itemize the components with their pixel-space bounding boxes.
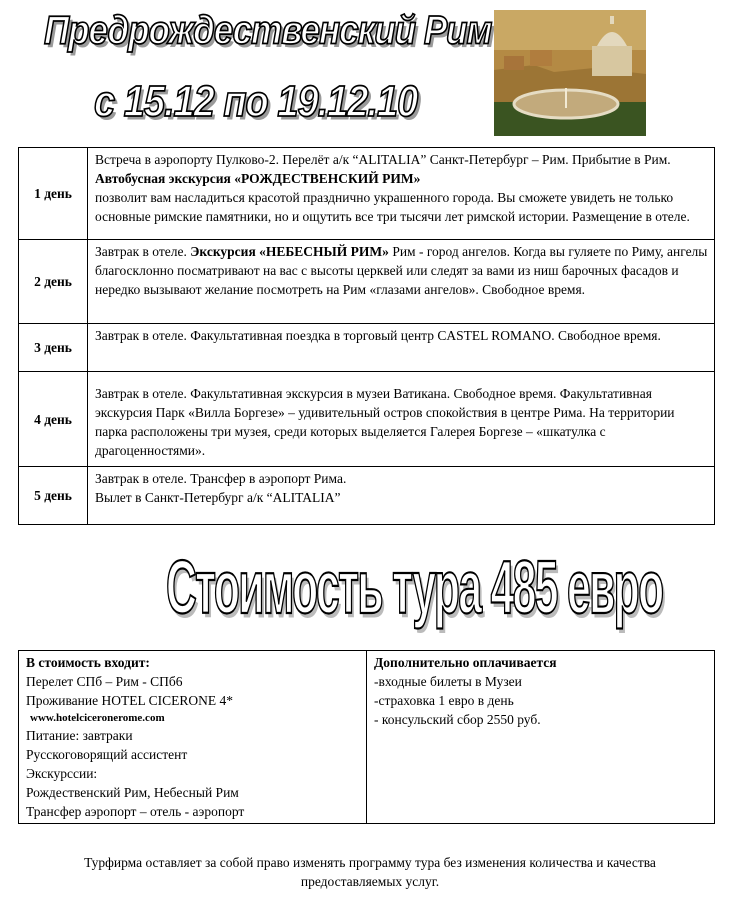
- footer-note: Турфирма оставляет за собой право изменять программу тура без изменения количества и качества предоставляемых услуг.: [84, 855, 656, 889]
- day-description: [88, 467, 715, 525]
- day-description: [88, 148, 715, 240]
- description-text: Завтрак в отеле. Факультативная экскурсия в музеи Ватикана. Свободное время. Факультативная экскурсия Парк «Вилла Боргезе» – удивительный остров спокойствия в центре Рима. На территории парка расположены три музея, среди которых выделяется Галерея Боргезе – «шкатулка с драгоценностями».: [95, 386, 675, 458]
- table-row: [19, 240, 715, 324]
- included-item: Трансфер аэропорт – отель - аэропорт: [26, 804, 245, 819]
- table-row: [19, 148, 715, 240]
- included-item: Рождественский Рим, Небесный Рим: [26, 785, 239, 800]
- day-description: [88, 240, 715, 324]
- table-row: [19, 372, 715, 467]
- description-text: Встреча в аэропорту Пулково-2. Перелёт а/к “ALITALIA” Санкт-Петербург – Рим. Прибытие в Рим.: [95, 152, 671, 167]
- day-description: [88, 372, 715, 467]
- day-label: 1 день: [19, 148, 88, 240]
- description-text: Вылет в Санкт-Петербург а/к “ALITALIA”: [95, 490, 341, 505]
- included-column: [19, 651, 367, 824]
- included-item: Перелет СПб – Рим - СПб6: [26, 674, 183, 689]
- extra-item: - консульский сбор 2550 руб.: [374, 712, 541, 727]
- extra-column: [367, 651, 715, 824]
- table-row: [19, 651, 715, 824]
- description-text: Завтрак в отеле. Трансфер в аэропорт Рима.: [95, 471, 347, 486]
- included-item: Проживание HOTEL CICERONE 4*: [26, 693, 233, 708]
- vatican-photo: [494, 10, 646, 136]
- included-item: Экскурссии:: [26, 766, 98, 781]
- title-dates: с 15.12 по 19.12.10: [94, 78, 418, 127]
- table-row: [19, 467, 715, 525]
- tour-price: Стоимость тура 485 евро: [166, 546, 663, 631]
- included-item: Русскоговорящий ассистент: [26, 747, 188, 762]
- extra-item: -страховка 1 евро в день: [374, 693, 514, 708]
- included-item: Питание: завтраки: [26, 728, 133, 743]
- description-text: Рим - город ангелов. Когда вы гуляете по Риму, ангелы благосклонно посматривают на вас с высоты церквей или следят за вами из ниш барочных фасадов и нередко вызывают желание посмотреть на Рим «глазами ангелов». Свободное время.: [95, 244, 708, 297]
- day-label: 3 день: [19, 324, 88, 372]
- extra-item: -входные билеты в Музеи: [374, 674, 522, 689]
- description-text: Завтрак в отеле.: [95, 244, 191, 259]
- table-row: [19, 324, 715, 372]
- description-text: позволит вам насладиться красотой празднично украшенного города. Вы сможете увидеть не только основные римские памятники, но и ощутить все три тысячи лет римской истории. Размещение в отеле.: [95, 190, 690, 224]
- description-text: Завтрак в отеле. Факультативная поездка в торговый центр CASTEL ROMANO. Свободное время.: [95, 328, 661, 343]
- title-line-1: Предрождественский Рим: [44, 8, 492, 53]
- day-description: [88, 324, 715, 372]
- pricing-table: [18, 650, 715, 824]
- day-label: 5 день: [19, 467, 88, 525]
- hotel-website: www.hotelciceronerome.com: [30, 712, 165, 724]
- extra-heading: Дополнительно оплачивается: [374, 655, 557, 670]
- included-heading: В стоимость входит:: [26, 655, 150, 670]
- tour-name: Автобусная экскурсия «РОЖДЕСТВЕНСКИЙ РИМ»: [95, 171, 421, 186]
- tour-name: Экскурсия «НЕБЕСНЫЙ РИМ»: [190, 244, 389, 259]
- day-label: 2 день: [19, 240, 88, 324]
- program-table: [18, 147, 715, 525]
- day-label: 4 день: [19, 372, 88, 467]
